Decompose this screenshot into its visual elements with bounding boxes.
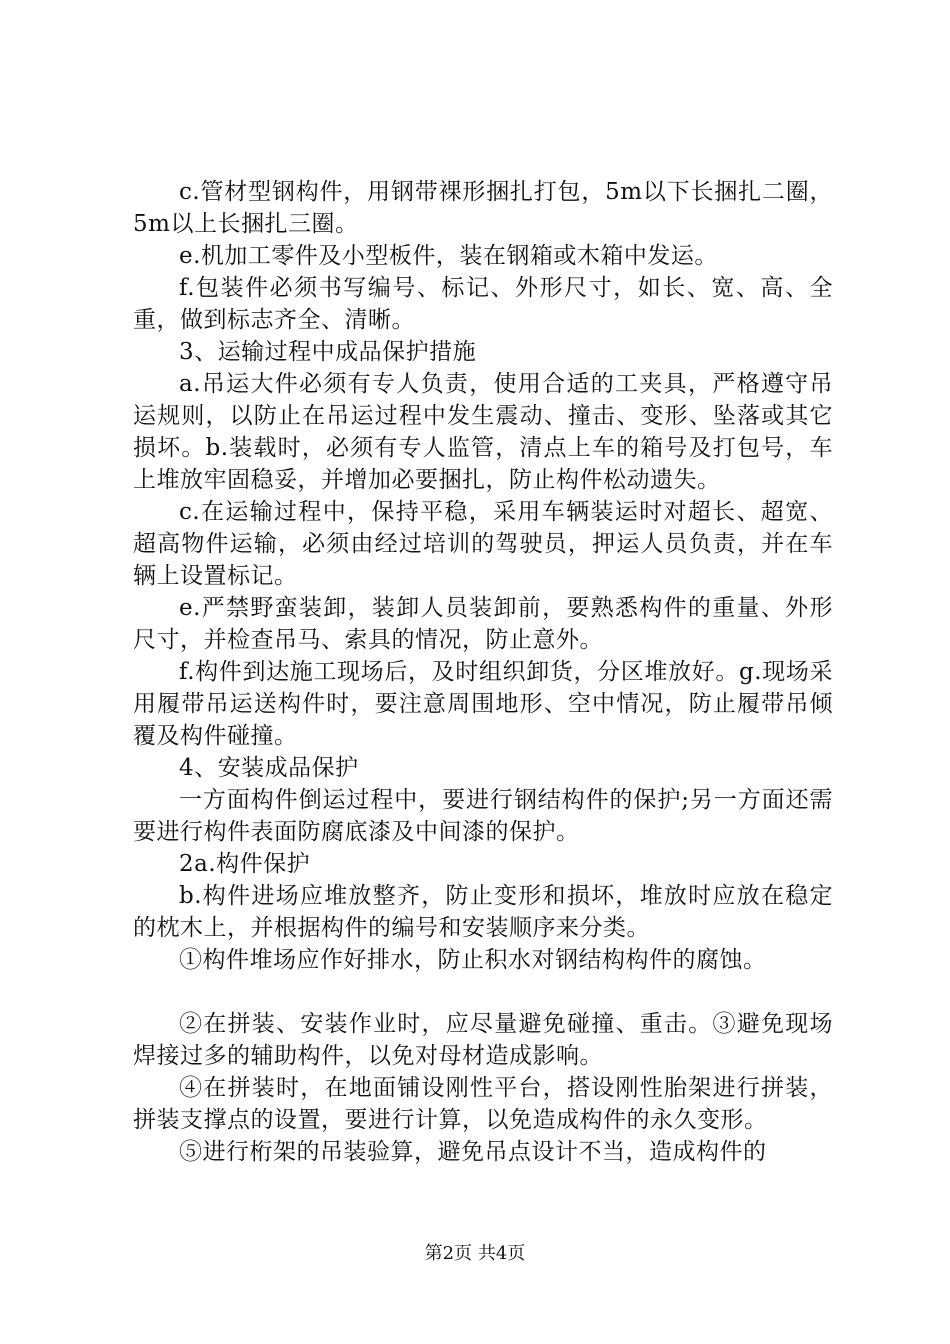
document-body <box>133 176 833 1168</box>
paragraph: a.吊运大件必须有专人负责，使用合适的工夹具，严格遵守吊运规则，以防止在吊运过程中发生震动、撞击、变形、坠落或其它损坏。b.装载时，必须有专人监管，清点上车的箱号及打包号，车上堆放牢固稳妥，并增加必要捆扎，防止构件松动遗失。 <box>133 371 833 493</box>
paragraph: ⑤进行桁架的吊装验算，避免吊点设计不当，造成构件的 <box>179 1139 767 1165</box>
paragraph: b.构件进场应堆放整齐，防止变形和损坏，堆放时应放在稳定的枕木上，并根据构件的编号和安装顺序来分类。 <box>133 883 833 941</box>
subsection-heading: 2a.构件保护 <box>179 851 311 877</box>
paragraph: ①构件堆场应作好排水，防止积水对钢结构构件的腐蚀。 <box>179 947 767 973</box>
paragraph: ④在拼装时，在地面铺设刚性平台，搭设刚性胎架进行拼装，拼装支撑点的设置，要进行计算，以免造成构件的永久变形。 <box>133 1075 833 1133</box>
paragraph: f.包装件必须书写编号、标记、外形尺寸，如长、宽、高、全重，做到标志齐全、清晰。 <box>133 275 833 333</box>
paragraph: c.在运输过程中，保持平稳，采用车辆装运时对超长、超宽、超高物件运输，必须由经过培训的驾驶员，押运人员负责，并在车辆上设置标记。 <box>133 499 833 589</box>
paragraph: 一方面构件倒运过程中，要进行钢结构件的保护;另一方面还需要进行构件表面防腐底漆及中间漆的保护。 <box>133 787 833 845</box>
paragraph: e.严禁野蛮装卸，装卸人员装卸前，要熟悉构件的重量、外形尺寸，并检查吊马、索具的情况，防止意外。 <box>133 595 833 653</box>
section-heading: 3、运输过程中成品保护措施 <box>179 339 477 365</box>
paragraph: ②在拼装、安装作业时，应尽量避免碰撞、重击。③避免现场焊接过多的辅助构件，以免对母材造成影响。 <box>133 1011 833 1069</box>
paragraph: c.管材型钢构件，用钢带裸形捆扎打包，5m以下长捆扎二圈，5m以上长捆扎三圈。 <box>133 179 833 237</box>
paragraph: e.机加工零件及小型板件，装在钢箱或木箱中发运。 <box>179 243 718 269</box>
section-heading: 4、安装成品保护 <box>179 755 359 781</box>
blank-line <box>133 976 833 1008</box>
paragraph: f.构件到达施工现场后，及时组织卸货，分区堆放好。g.现场采用履带吊运送构件时，要注意周围地形、空中情况，防止履带吊倾覆及构件碰撞。 <box>133 659 833 749</box>
page-number-footer: 第2页 共4页 <box>424 1243 526 1264</box>
